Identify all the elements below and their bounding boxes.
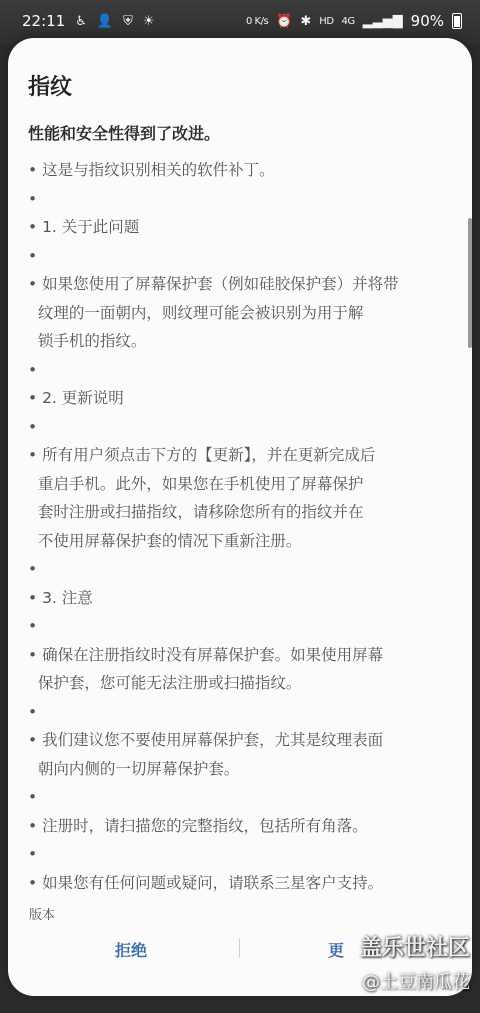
version-label: 版本 [29,908,56,923]
hd-icon: HD [319,15,334,27]
status-time: 22:11 [22,12,66,30]
dialog-content [28,120,453,897]
watermark-author: @土豆南瓜花 [362,972,470,993]
status-left [22,12,155,30]
update-dialog [8,38,472,996]
scrollbar[interactable] [468,218,472,348]
person-icon: 👤 [96,13,114,29]
reject-button[interactable]: 拒绝 [115,938,147,961]
signal-icon: ▂▃▅▇ [362,13,403,29]
network-speed-icon: 0 K/s [246,15,269,27]
battery-icon [452,13,462,29]
alarm-icon: ⏰ [276,13,293,29]
button-divider [239,938,240,958]
battery-percent: 90% [410,12,444,30]
weather-icon: ☀ [142,13,155,29]
bluetooth-icon: ✱ [300,13,312,29]
accessibility-icon: ♿ [75,13,87,29]
dialog-subtitle: 性能和安全性得到了改进。 [28,124,221,143]
update-button[interactable]: 更 [328,938,344,961]
release-notes: • 这是与指纹识别相关的软件补丁。 • • 1. 关于此问题 • • 如果您使用了屏幕保护套（例如硅胶保护套）并将带 纹理的一面朝内，则纹理可能会被识别为用于解 锁手机的指纹。 • • 2. 更新说明 • • 所有用户须点击下方的【更新】，并在更新完成后 重启手机。此外，如果您在手机使用了屏幕保护 套时注册或扫描指纹，请移除您所有的指纹并在 不使用屏幕保护套的情况下重新注册。 • • 3. 注意 • • 确保在注册指纹时没有屏幕保护套。如果使用屏幕 保护套，您可能无法注册或扫描指纹。 • • 我们建议您不要使用屏幕保护套，尤其是纹理表面 朝向内侧的一切屏幕保护套。 • • 注册时，请扫描您的完整指纹，包括所有角落。 • • 如果您有任何问题或疑问，请联系三星客户支持。 [28,161,399,892]
network-4g-icon: 4G [341,15,355,27]
status-right [246,12,462,30]
dialog-title: 指纹 [28,75,73,100]
watermark-title: 盖乐世社区 [359,936,470,961]
shield-icon: ⛨ [123,13,133,29]
